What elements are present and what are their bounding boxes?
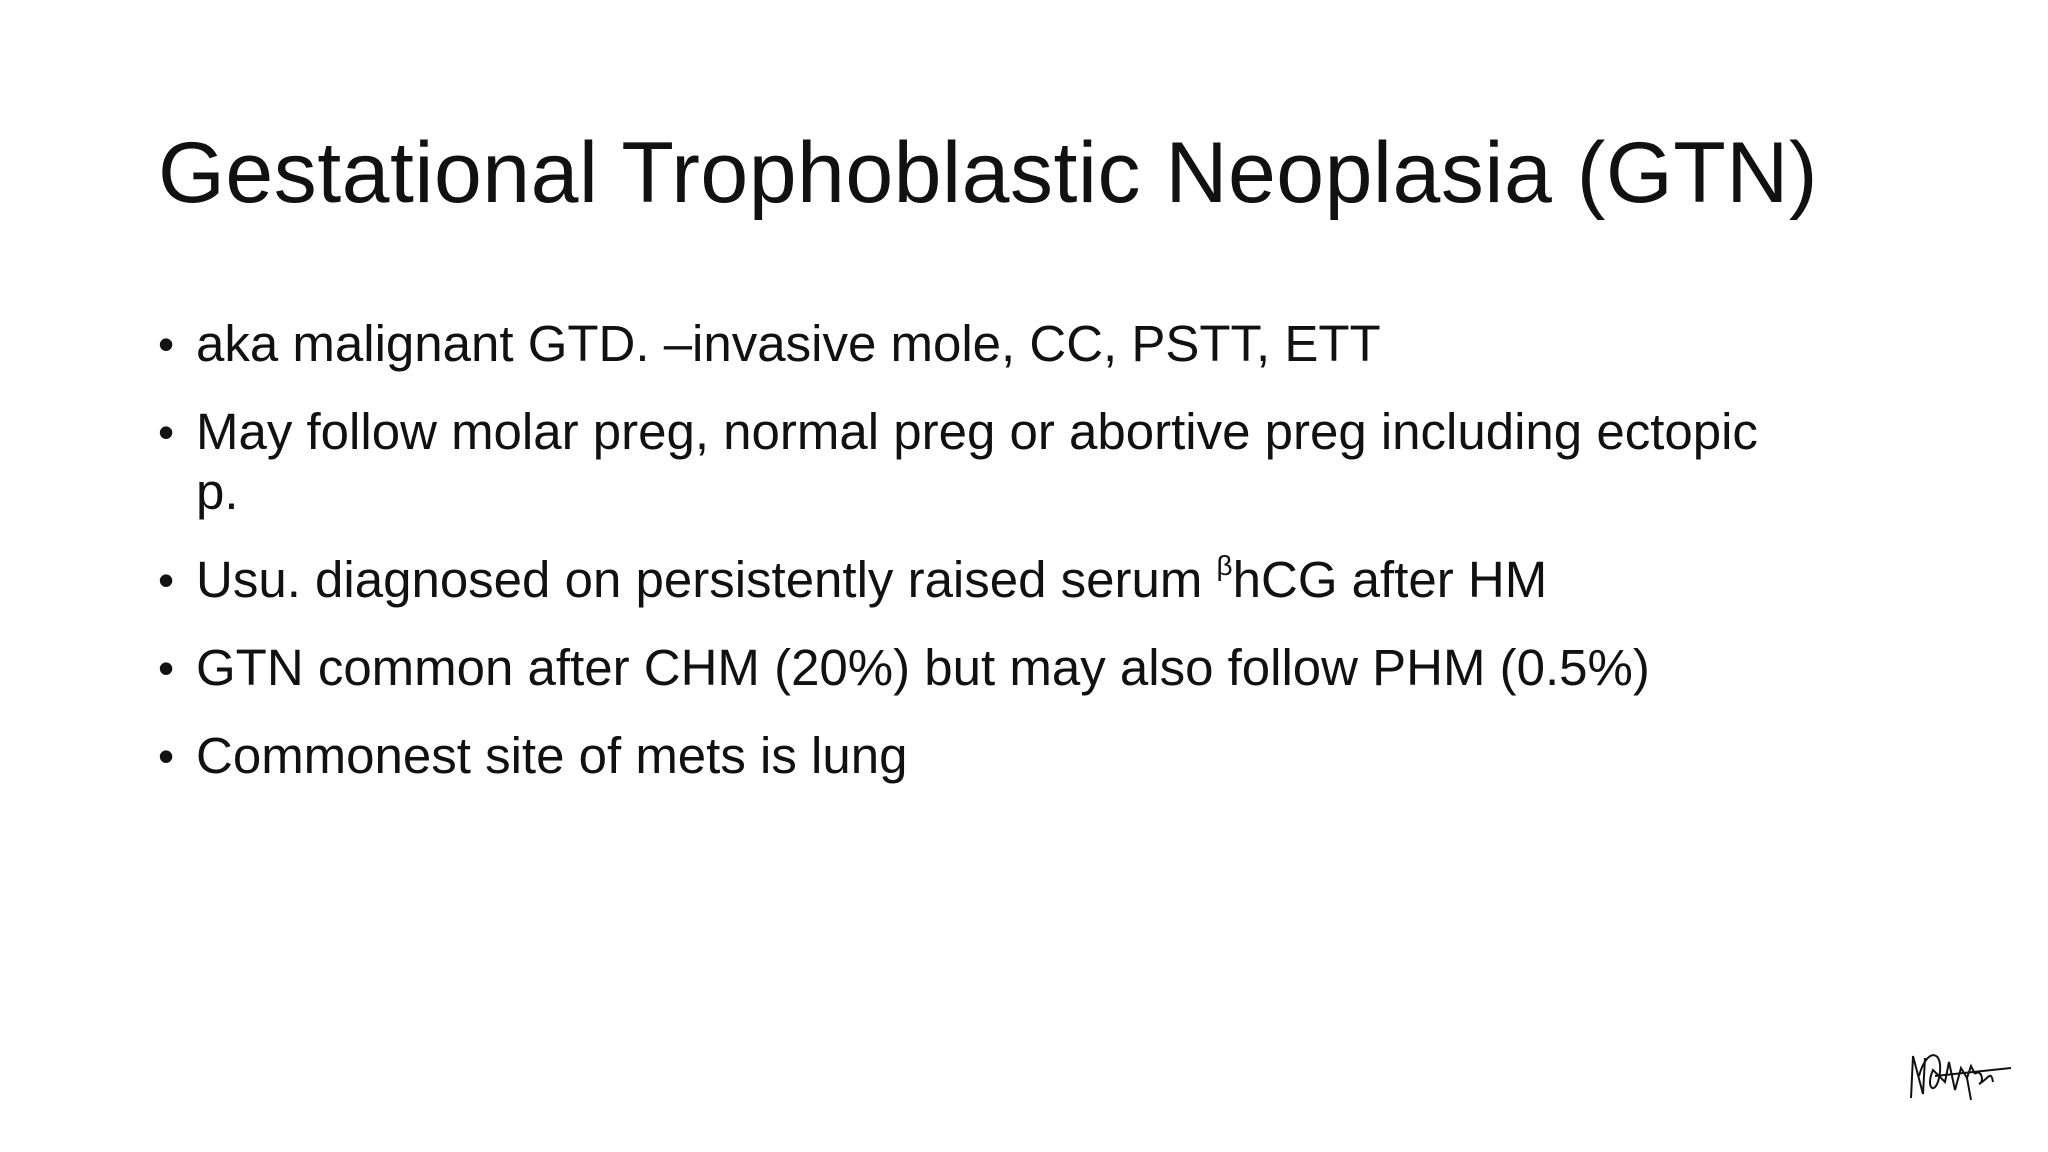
bullet-text-post: hCG after HM — [1232, 551, 1548, 608]
bullet-dot: • — [158, 406, 175, 458]
bullet-dot: • — [158, 642, 175, 694]
bullet-item — [158, 726, 1778, 786]
bullet-dot: • — [158, 318, 175, 370]
beta-superscript: β — [1216, 550, 1233, 581]
bullet-text: Commonest site of mets is lung — [196, 727, 908, 784]
bullet-item — [158, 402, 1778, 522]
bullet-text: aka malignant GTD. –invasive mole, CC, PSTT, ETT — [196, 315, 1381, 372]
bullet-list — [158, 314, 1778, 814]
slide-title: Gestational Trophoblastic Neoplasia (GTN) — [158, 125, 1819, 221]
bullet-dot: • — [158, 554, 175, 606]
bullet-item — [158, 314, 1778, 374]
handwritten-signature-icon — [1905, 1048, 2015, 1108]
bullet-text: May follow molar preg, normal preg or abortive preg including ectopic p. — [196, 403, 1758, 520]
bullet-dot: • — [158, 730, 175, 782]
bullet-text-pre: Usu. diagnosed on persistently raised serum — [196, 551, 1217, 608]
bullet-item — [158, 550, 1778, 610]
bullet-item — [158, 638, 1778, 698]
bullet-text: GTN common after CHM (20%) but may also follow PHM (0.5%) — [196, 639, 1650, 696]
